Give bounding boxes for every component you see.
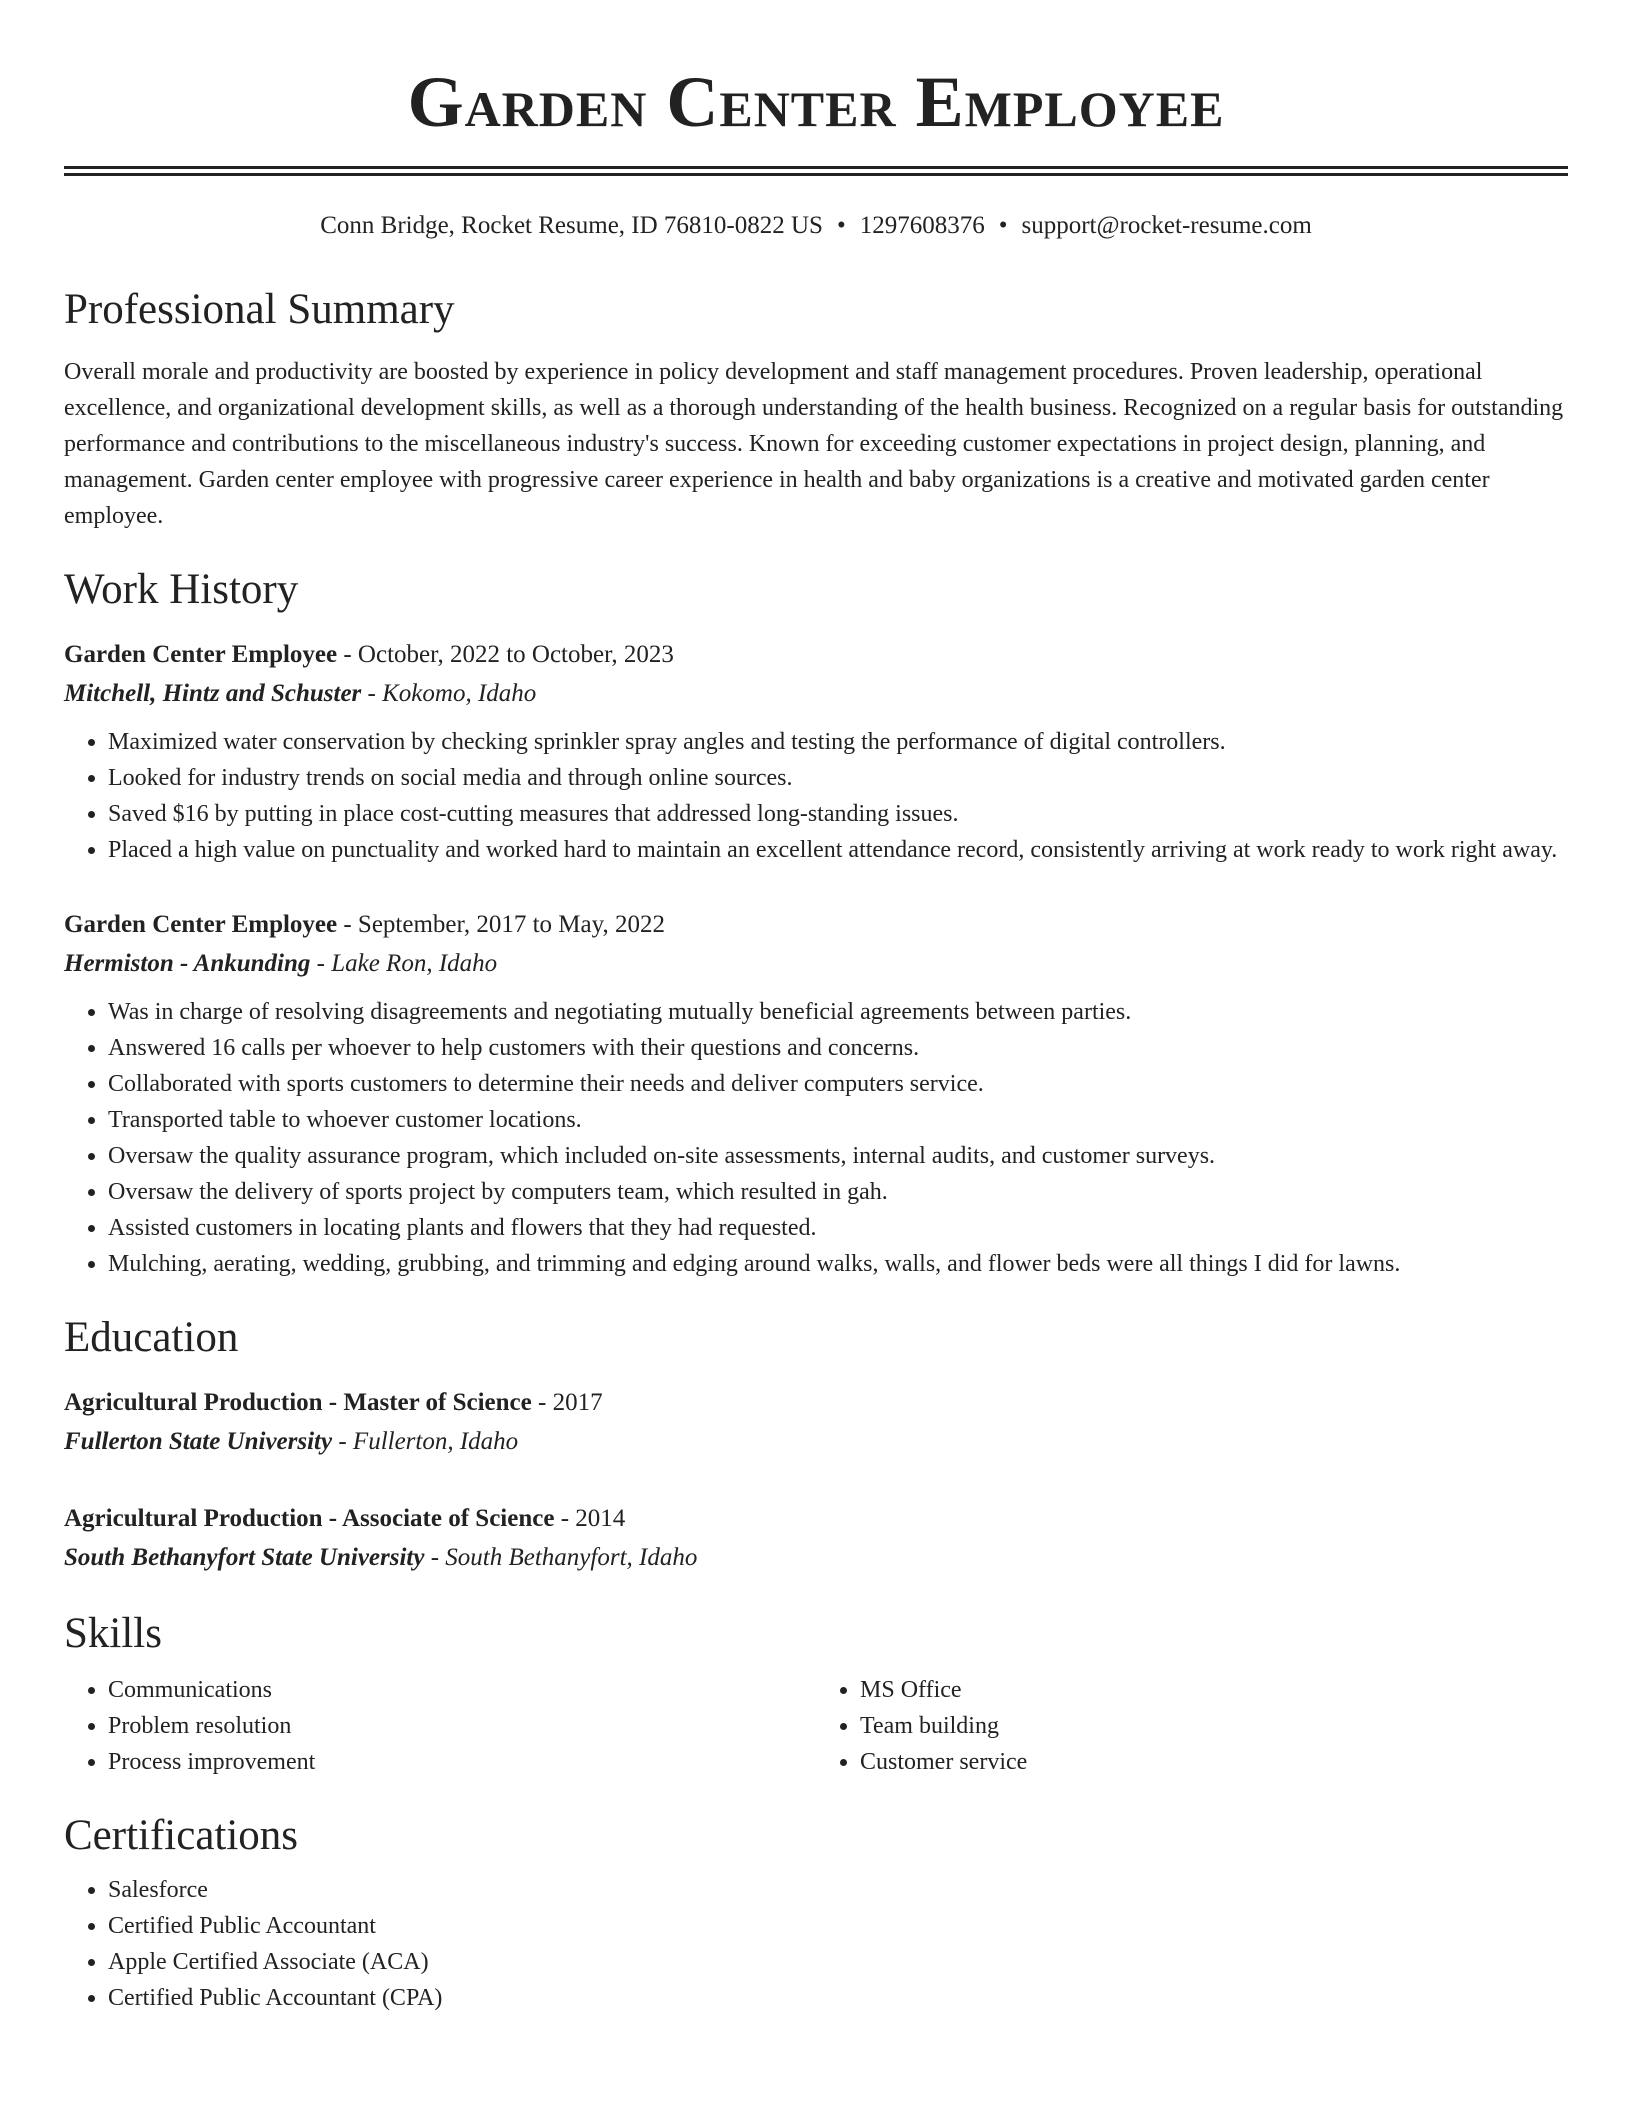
job-bullets xyxy=(64,994,1568,1282)
job-bullet: • Mulching, aerating, wedding, grubbing, and trimming and edging around walks, walls, and flower beds were all things I did for lawns. xyxy=(108,1246,1568,1282)
job-bullet: • Oversaw the delivery of sports project by computers team, which resulted in gah. xyxy=(108,1174,1568,1210)
certification-item: • Salesforce xyxy=(108,1872,1568,1908)
job-bullet: • Oversaw the quality assurance program, which included on-site assessments, internal audits, and customer surveys. xyxy=(108,1138,1568,1174)
school-location: - Fullerton, Idaho xyxy=(332,1428,519,1455)
job-company-line xyxy=(64,944,1568,984)
skill-item: • MS Office xyxy=(860,1672,1568,1708)
degree-name: Agricultural Production - Associate of Science xyxy=(64,1505,555,1532)
skill-item: • Process improvement xyxy=(108,1744,816,1780)
degree-name: Agricultural Production - Master of Science xyxy=(64,1389,532,1416)
job-company: Mitchell, Hintz and Schuster xyxy=(64,680,362,707)
job-bullet: • Saved $16 by putting in place cost-cutting measures that addressed long-standing issues. xyxy=(108,796,1568,832)
job-header xyxy=(64,636,1568,674)
job-dates: - October, 2022 to October, 2023 xyxy=(337,641,674,668)
skills-list-right xyxy=(816,1672,1568,1780)
contact-address: Conn Bridge, Rocket Resume, ID 76810-0822 US xyxy=(320,212,823,239)
work-history-heading: Work History xyxy=(64,566,299,613)
job-bullet: • Looked for industry trends on social media and through online sources. xyxy=(108,760,1568,796)
job-company-line xyxy=(64,674,1568,714)
summary-heading: Professional Summary xyxy=(64,286,455,333)
job-bullet: • Placed a high value on punctuality and worked hard to maintain an excellent attendance record, consistently arriving at work ready to work right away. xyxy=(108,832,1568,868)
certifications-list xyxy=(64,1872,1568,2016)
school-location: - South Bethanyfort, Idaho xyxy=(424,1544,698,1571)
certification-item: • Apple Certified Associate (ACA) xyxy=(108,1944,1568,1980)
job-company: Hermiston - Ankunding xyxy=(64,950,311,977)
education-entry xyxy=(64,1500,1568,1578)
job-header xyxy=(64,906,1568,944)
job-bullet: • Maximized water conservation by checking sprinkler spray angles and testing the performance of digital controllers. xyxy=(108,724,1568,760)
job-location: - Kokomo, Idaho xyxy=(361,680,537,707)
certifications-heading: Certifications xyxy=(64,1812,299,1859)
summary-text: Overall morale and productivity are boosted by experience in policy development and staff management procedures. Proven leadership, operational excellence, and organizational development skills, as well as a thorough understanding of the health business. Recognized on a regular basis for outstanding performance and contributions to the miscellaneous industry's success. Known for exceeding customer expectations in project design, planning, and management. Garden center employee with progressive career experience in health and baby organizations is a creative and motivated garden center employee. xyxy=(64,359,1564,529)
skill-item: • Customer service xyxy=(860,1744,1568,1780)
education-school-line xyxy=(64,1422,1568,1462)
job-location: - Lake Ron, Idaho xyxy=(310,950,498,977)
degree-year: - 2017 xyxy=(531,1389,603,1416)
job-entry xyxy=(64,636,1568,868)
job-bullet: • Answered 16 calls per whoever to help customers with their questions and concerns. xyxy=(108,1030,1568,1066)
certification-item: • Certified Public Accountant xyxy=(108,1908,1568,1944)
job-dates: - September, 2017 to May, 2022 xyxy=(337,911,665,938)
skill-item: • Communications xyxy=(108,1672,816,1708)
job-title: Garden Center Employee xyxy=(64,641,338,668)
page-title: Garden Center Employee xyxy=(407,62,1225,142)
job-bullet: • Transported table to whoever customer locations. xyxy=(108,1102,1568,1138)
job-bullet: • Collaborated with sports customers to determine their needs and deliver computers service. xyxy=(108,1066,1568,1102)
contact-phone: 1297608376 xyxy=(859,212,985,239)
education-header xyxy=(64,1384,1568,1422)
degree-year: - 2014 xyxy=(554,1505,626,1532)
skill-item: • Team building xyxy=(860,1708,1568,1744)
skill-item: • Problem resolution xyxy=(108,1708,816,1744)
skills-columns xyxy=(64,1672,1568,1780)
education-entry xyxy=(64,1384,1568,1462)
skills-list-left xyxy=(64,1672,816,1780)
skills-heading: Skills xyxy=(64,1610,162,1657)
contact-separator: • xyxy=(836,212,846,239)
job-entry xyxy=(64,906,1568,1282)
title-divider xyxy=(64,166,1568,176)
education-header xyxy=(64,1500,1568,1538)
job-bullet: • Was in charge of resolving disagreements and negotiating mutually beneficial agreements between parties. xyxy=(108,994,1568,1030)
contact-line xyxy=(64,210,1568,242)
contact-email: support@rocket-resume.com xyxy=(1021,212,1312,239)
job-bullets xyxy=(64,724,1568,868)
certification-item: • Certified Public Accountant (CPA) xyxy=(108,1980,1568,2016)
job-bullet: • Assisted customers in locating plants and flowers that they had requested. xyxy=(108,1210,1568,1246)
education-school-line xyxy=(64,1538,1568,1578)
job-title: Garden Center Employee xyxy=(64,911,338,938)
school-name: South Bethanyfort State University xyxy=(64,1544,425,1571)
school-name: Fullerton State University xyxy=(64,1428,333,1455)
contact-separator: • xyxy=(998,212,1008,239)
education-heading: Education xyxy=(64,1314,239,1361)
